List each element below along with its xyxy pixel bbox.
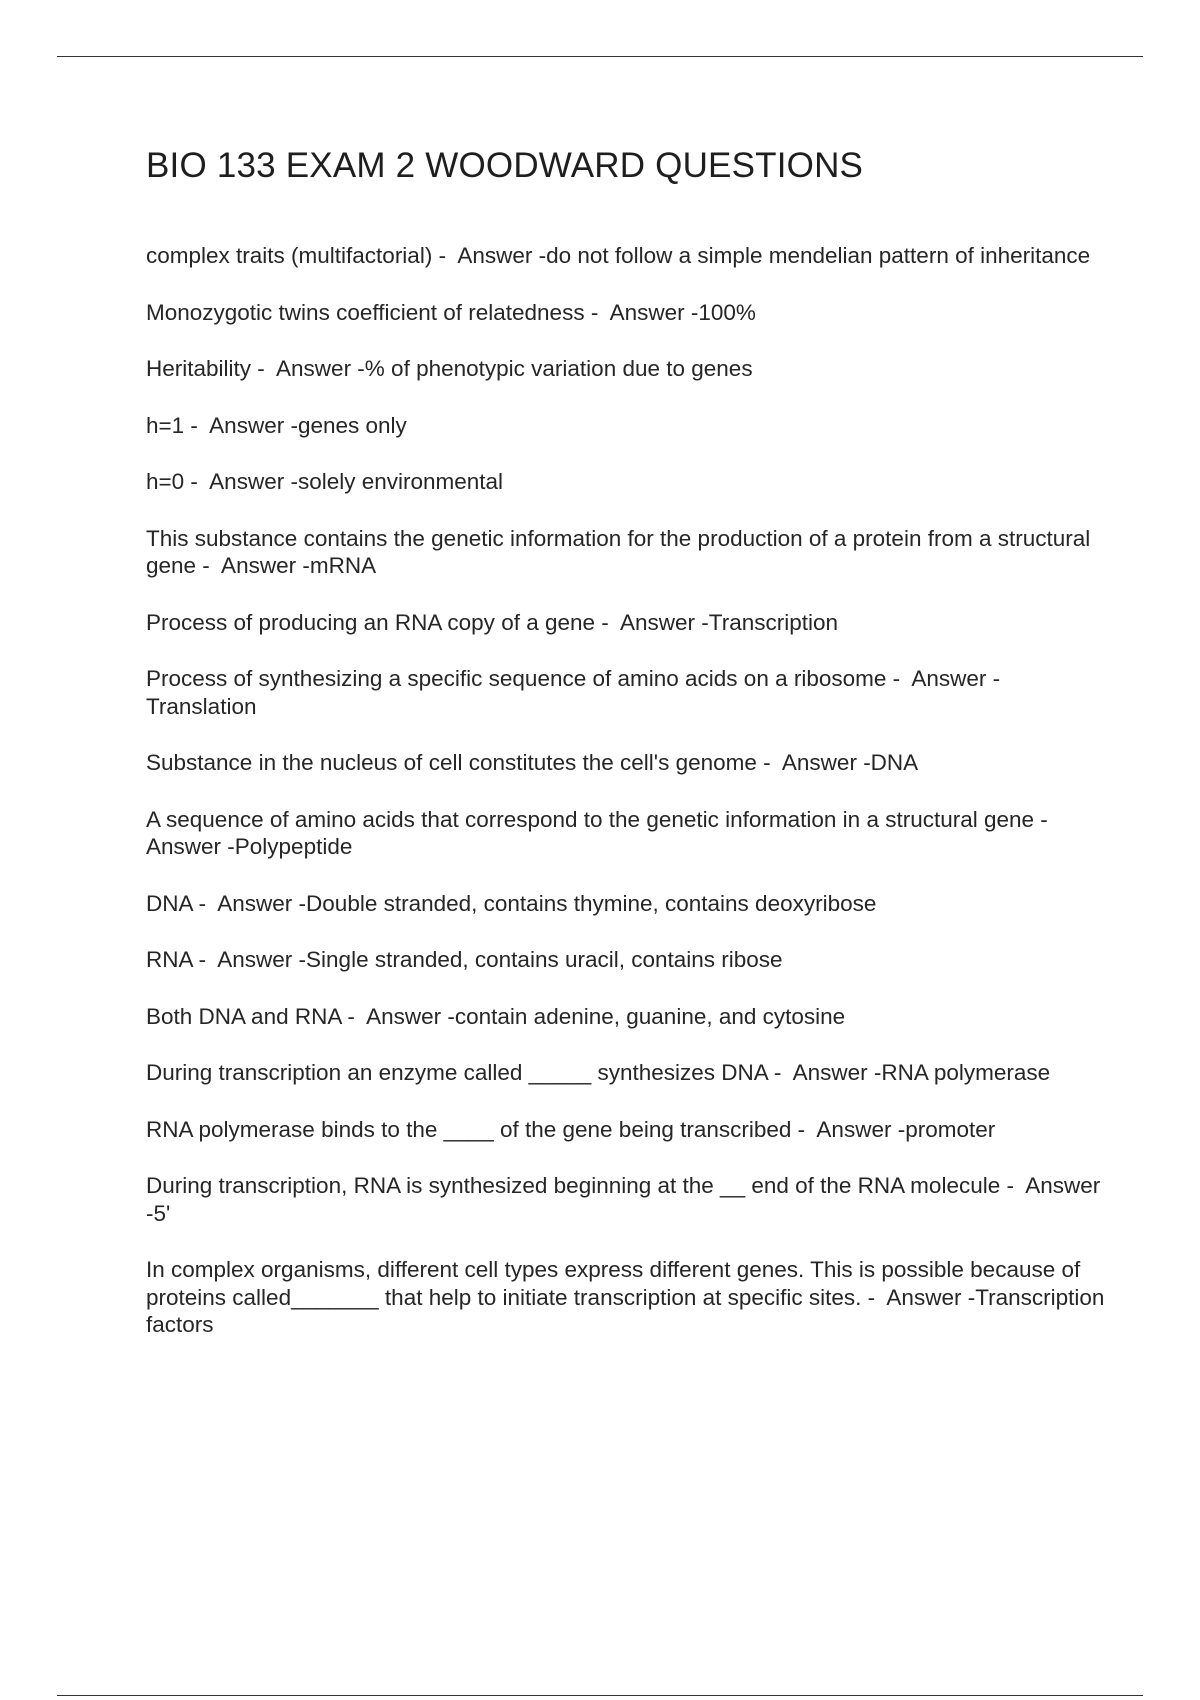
qa-item: DNA - Answer -Double stranded, contains thymine, contains deoxyribose bbox=[146, 890, 877, 916]
qa-item: In complex organisms, different cell types express different genes. This is possible because of proteins called_______ that help to initiate transcription at specific sites. - Answer -Transcription factors bbox=[146, 1257, 1111, 1337]
qa-item: During transcription, RNA is synthesized beginning at the __ end of the RNA molecule - Answer -5' bbox=[146, 1173, 1107, 1226]
qa-item: This substance contains the genetic information for the production of a protein from a structural gene - Answer -mRNA bbox=[146, 525, 1097, 578]
qa-item: RNA - Answer -Single stranded, contains uracil, contains ribose bbox=[146, 947, 783, 972]
qa-item: RNA polymerase binds to the ____ of the gene being transcribed - Answer -promoter bbox=[146, 1116, 996, 1142]
bottom-divider bbox=[57, 1695, 1143, 1696]
qa-item: h=1 - Answer -genes only bbox=[146, 412, 407, 438]
qa-item: A sequence of amino acids that correspond to the genetic information in a structural gene - Answer -Polypeptide bbox=[146, 806, 1060, 859]
qa-item: Both DNA and RNA - Answer -contain adenine, guanine, and cytosine bbox=[146, 1003, 846, 1029]
document-page bbox=[146, 140, 1111, 1368]
qa-item: complex traits (multifactorial) - Answer -do not follow a simple mendelian pattern of inheritance bbox=[146, 243, 1091, 268]
qa-item: During transcription an enzyme called _____ synthesizes DNA - Answer -RNA polymerase bbox=[146, 1060, 1051, 1085]
qa-item: Substance in the nucleus of cell constitutes the cell's genome - Answer -DNA bbox=[146, 750, 919, 775]
qa-item: h=0 - Answer -solely environmental bbox=[146, 469, 504, 494]
qa-item: Process of producing an RNA copy of a gene - Answer -Transcription bbox=[146, 609, 839, 635]
top-divider bbox=[57, 56, 1143, 57]
question-answer-list bbox=[146, 242, 1111, 1339]
qa-item: Heritability - Answer -% of phenotypic variation due to genes bbox=[146, 356, 753, 381]
qa-item: Process of synthesizing a specific sequence of amino acids on a ribosome - Answer -Translation bbox=[146, 666, 1001, 719]
document-title: BIO 133 EXAM 2 WOODWARD QUESTIONS bbox=[146, 146, 864, 185]
qa-item: Monozygotic twins coefficient of relatedness - Answer -100% bbox=[146, 299, 756, 325]
